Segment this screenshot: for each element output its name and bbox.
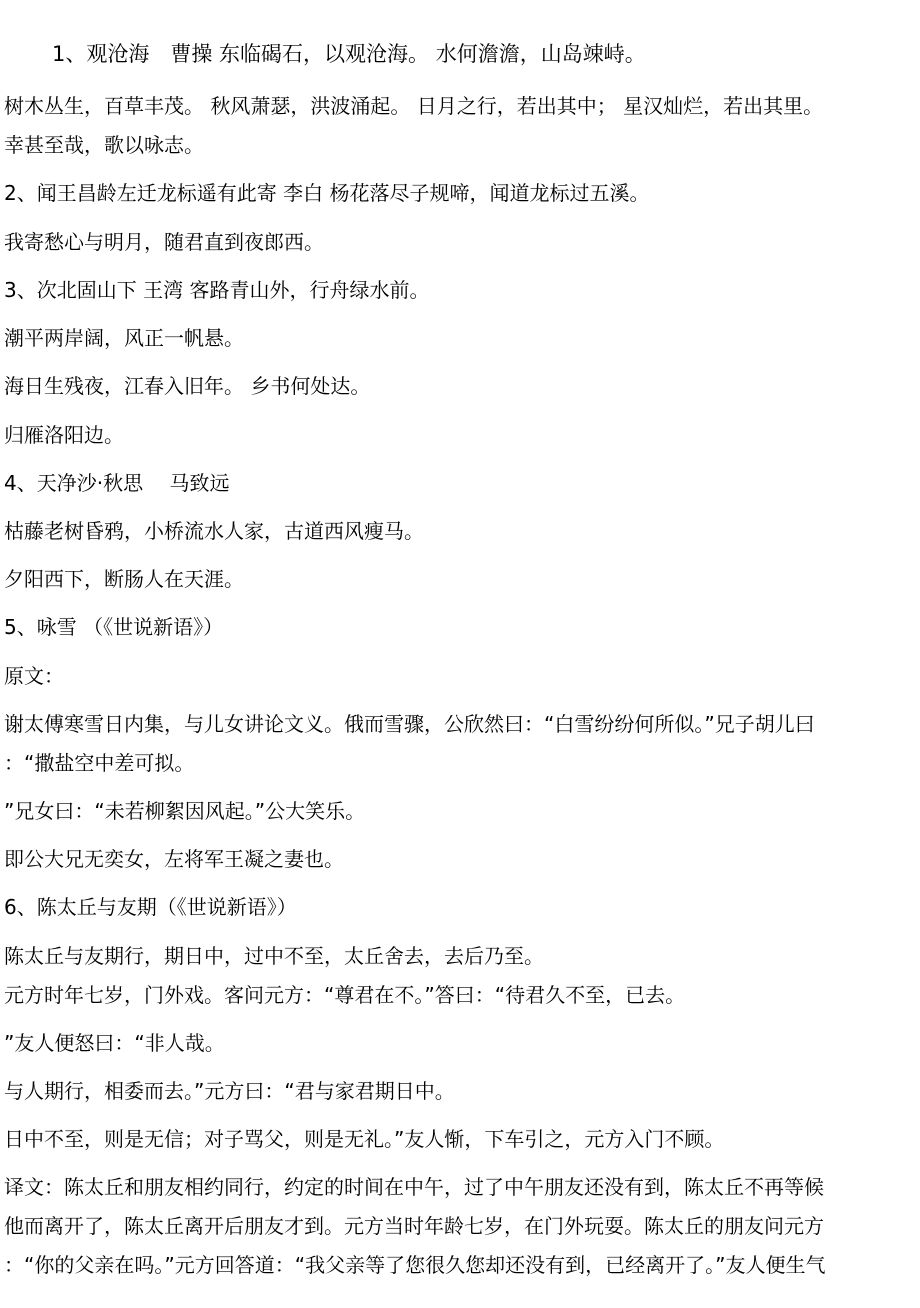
text-line: 即公大兄无奕女，左将军王凝之妻也。 [4, 847, 344, 871]
text-line: 树木丛生，百草丰茂。 秋风萧瑟，洪波涌起。 日月之行，若出其中； 星汉灿烂，若出其里。 [4, 94, 824, 118]
text-line: 幸甚至哉，歌以咏志。 [4, 133, 204, 157]
text-line: 译文：陈太丘和朋友相约同行，约定的时间在中午，过了中午朋友还没有到，陈太丘不再等候 [4, 1175, 824, 1199]
text-line: 2、闻王昌龄左迁龙标遥有此寄 李白 杨花落尽子规啼，闻道龙标过五溪。 [4, 181, 650, 205]
text-line: 4、天净沙·秋思 马致远 [4, 471, 230, 495]
text-line: 1、观沧海 曹操 东临碣石，以观沧海。 水何澹澹，山岛竦峙。 [52, 42, 646, 66]
text-line: 6、陈太丘与友期（《世说新语》） [4, 895, 297, 919]
text-line: 夕阳西下，断肠人在天涯。 [4, 567, 244, 591]
text-line: 他而离开了，陈太丘离开后朋友才到。元方当时年龄七岁，在门外玩耍。陈太丘的朋友问元方 [4, 1214, 824, 1238]
text-line: 与人期行，相委而去。”元方曰：“君与家君期日中。 [4, 1079, 455, 1103]
text-line: 潮平两岸阔，风正一帆悬。 [4, 326, 244, 350]
text-line: 原文： [4, 664, 64, 688]
text-line: 我寄愁心与明月，随君直到夜郎西。 [4, 230, 324, 254]
text-line: ”兄女曰：“未若柳絮因风起。”公大笑乐。 [4, 799, 366, 823]
text-line: 归雁洛阳边。 [4, 423, 124, 447]
text-line: 枯藤老树昏鸦，小桥流水人家，古道西风瘦马。 [4, 519, 424, 543]
text-line: ：“撒盐空中差可拟。 [4, 751, 195, 775]
text-line: 谢太傅寒雪日内集，与儿女讲论文义。俄而雪骤，公欣然曰：“白雪纷纷何所似。”兄子胡儿曰 [4, 712, 815, 736]
text-line: 5、咏雪 （《世说新语》） [4, 615, 224, 639]
text-line: 海日生残夜，江春入旧年。 乡书何处达。 [4, 374, 371, 398]
text-line: 陈太丘与友期行，期日中，过中不至，太丘舍去，去后乃至。 [4, 944, 544, 968]
text-line: 日中不至，则是无信；对子骂父，则是无礼。”友人惭，下车引之，元方入门不顾。 [4, 1127, 725, 1151]
text-line: ”友人便怒曰：“非人哉。 [4, 1031, 225, 1055]
text-line: 3、次北固山下 王湾 客路青山外，行舟绿水前。 [4, 278, 430, 302]
text-line: ：“你的父亲在吗。”元方回答道：“我父亲等了您很久您却还没有到，已经离开了。”友人便生气 [4, 1253, 826, 1277]
text-line: 元方时年七岁，门外戏。客问元方：“尊君在不。”答曰：“待君久不至，已去。 [4, 983, 686, 1007]
